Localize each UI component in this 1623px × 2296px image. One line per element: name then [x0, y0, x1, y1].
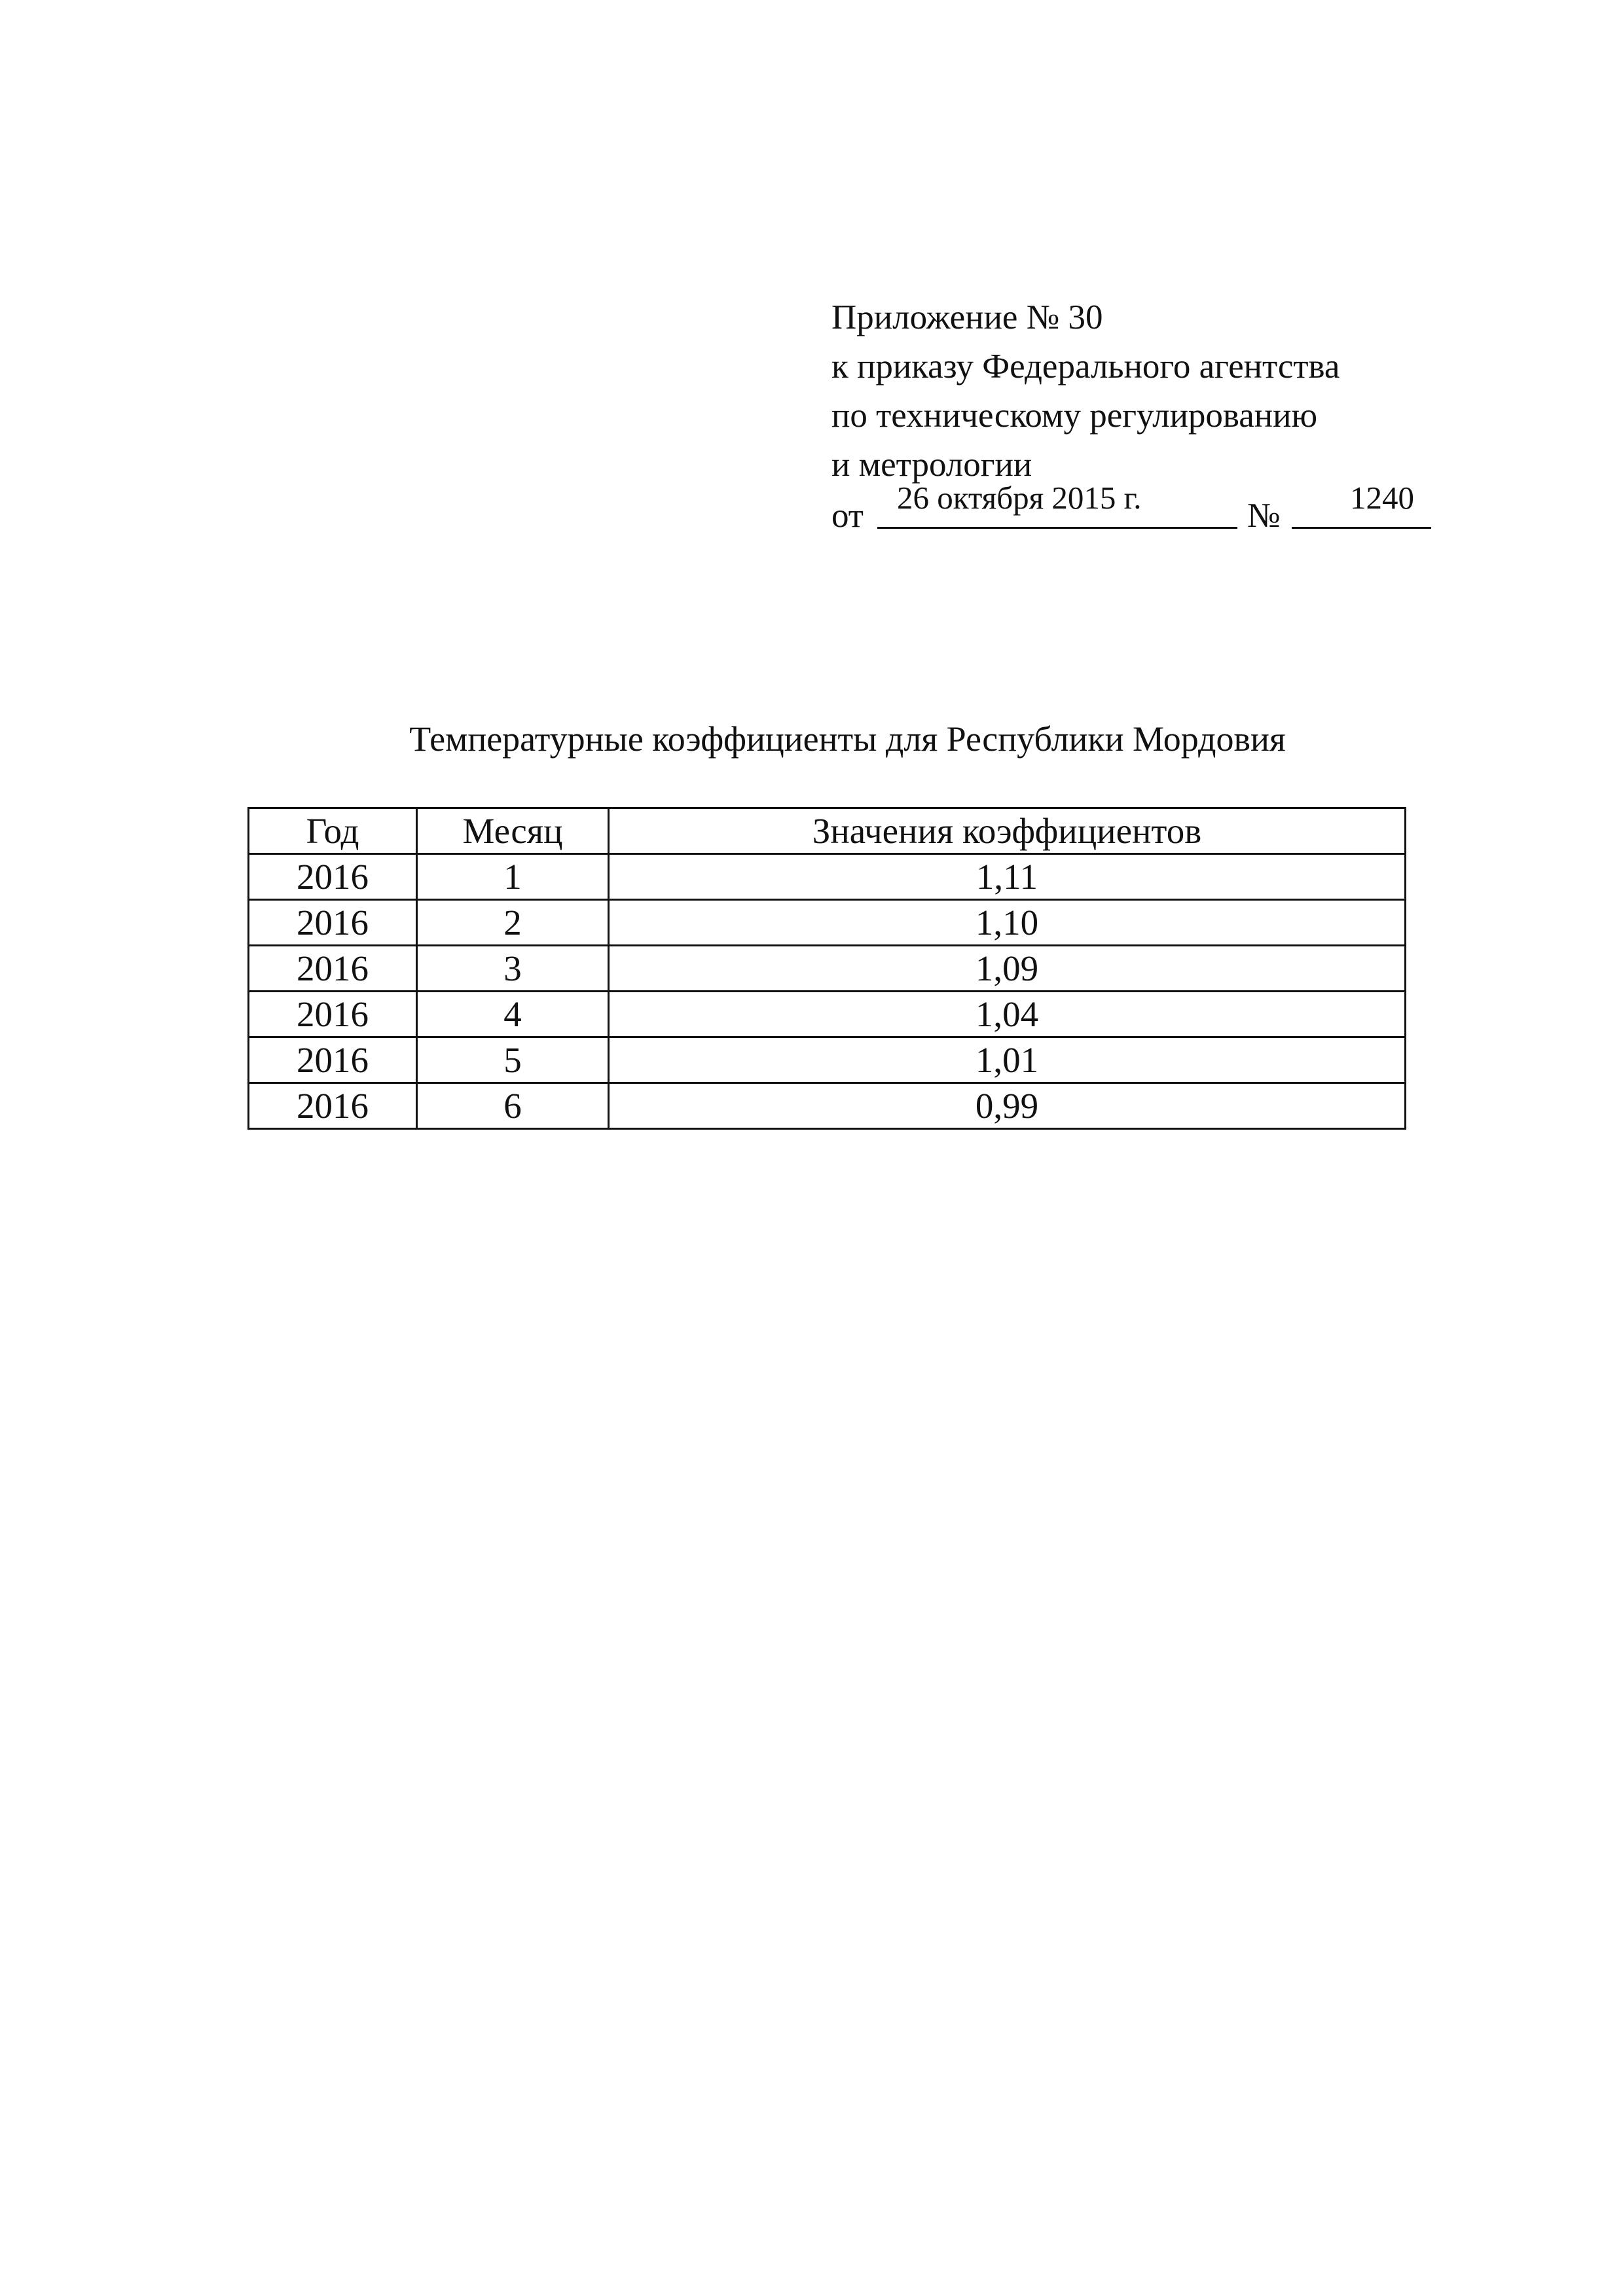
cell-value: 0,99: [609, 1083, 1406, 1129]
number-label: №: [1247, 497, 1281, 535]
document-title: Температурные коэффициенты для Республики Мордовия: [409, 719, 1286, 759]
cell-value: 1,10: [609, 900, 1406, 946]
cell-value: 1,01: [609, 1037, 1406, 1083]
table-header-row: [249, 808, 1406, 854]
cell-month: 6: [417, 1083, 609, 1129]
cell-year: 2016: [249, 1037, 417, 1083]
cell-month: 5: [417, 1037, 609, 1083]
table-row: [249, 1083, 1406, 1129]
cell-month: 4: [417, 992, 609, 1037]
order-number: 1240: [1350, 480, 1414, 516]
cell-year: 2016: [249, 1083, 417, 1129]
annex-number: Приложение № 30: [831, 298, 1103, 336]
cell-value: 1,04: [609, 992, 1406, 1037]
cell-month: 3: [417, 946, 609, 992]
table-row: [249, 946, 1406, 992]
from-label: от: [831, 497, 864, 535]
order-date-number: [831, 480, 1486, 543]
annex-order-ref: к приказу Федерального агентства: [831, 348, 1340, 386]
cell-value: 1,11: [609, 854, 1406, 900]
table-row: [249, 900, 1406, 946]
header-month: Месяц: [417, 808, 609, 854]
table-row: [249, 854, 1406, 900]
order-date: 26 октября 2015 г.: [897, 480, 1142, 516]
coefficients-table: [247, 807, 1406, 1130]
annex-agency-line: по техническому регулированию: [831, 397, 1318, 435]
cell-value: 1,09: [609, 946, 1406, 992]
annex-header: [831, 293, 1486, 490]
cell-year: 2016: [249, 900, 417, 946]
table-row: [249, 992, 1406, 1037]
header-values: Значения коэффициентов: [609, 808, 1406, 854]
annex-agency-line-end: и метрологии: [831, 446, 1032, 484]
header-year: Год: [249, 808, 417, 854]
cell-year: 2016: [249, 992, 417, 1037]
cell-year: 2016: [249, 946, 417, 992]
cell-year: 2016: [249, 854, 417, 900]
cell-month: 1: [417, 854, 609, 900]
cell-month: 2: [417, 900, 609, 946]
table-row: [249, 1037, 1406, 1083]
